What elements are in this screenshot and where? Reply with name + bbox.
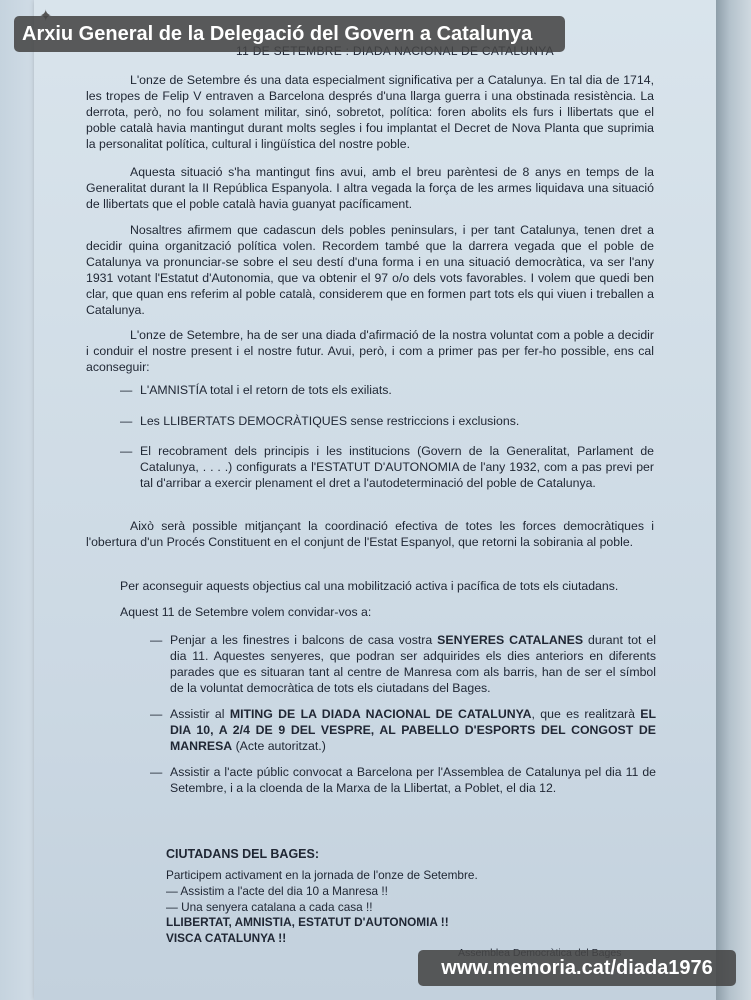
demand-amnesty [120, 382, 654, 398]
action-flags-post: durant tot el dia 11. Aquestes senyeres, que podran ser adquirides els dies anteriors en diferents parades que es situaran tant al centre de Manresa com als barris, han de ser el símbol de la voluntat democràtica de tots els ciutadans del Bages. [170, 633, 656, 696]
closing-line-2: — Assistim a l'acte del dia 10 a Manresa !! [166, 884, 388, 898]
paragraph-3: Nosaltres afirmem que cadascun dels pobles peninsulars, i per tant Catalunya, tenen dret a decidir quina organització política volen. Recordem també que la darrera vegada que el poble de Catalunya va pronunciar-se sobre el seu destí d'una forma i en una situació democràtica, va ser l'any 1931 votant l'Estatut d'Autonomia, que va obtenir el 97 o/o dels vots favorables. I volem que quedi ben clar, que quan ens referim al poble català, considerem que en formen part tots els qui viuen i treballen a Catalunya. [86, 223, 654, 318]
demand-amnesty-pre: L' [140, 383, 150, 397]
dash-mark: — [120, 444, 133, 458]
closing-visca: VISCA CATALUNYA !! [166, 931, 287, 945]
action-rally [150, 706, 656, 754]
demand-amnesty-post: total i el retorn de tots els exiliats. [206, 383, 392, 397]
paragraph-5: Això serà possible mitjançant la coordinació efectiva de totes les forces democràtiques i l'obertura d'un Procés Constituent en el conjunt de l'Estat Espanyol, que retorni la sobirania al poble. [86, 519, 654, 550]
dash-mark: — [150, 707, 163, 721]
archive-watermark: Arxiu General de la Delegació del Govern a Catalunya [14, 16, 565, 52]
dash-mark: — [150, 633, 163, 647]
paragraph-6: Per aconseguir aquests objectius cal una mobilització activa i pacífica de tots els ciutadans. [120, 579, 619, 593]
action-rally-mid: , que es realitzarà [531, 707, 641, 721]
closing-line-1: Participem activament en la jornada de l'onze de Setembre. [166, 868, 478, 882]
paragraph-7: Aquest 11 de Setembre volem convidar-vos a: [120, 605, 372, 619]
paragraph-1: L'onze de Setembre és una data especialment significativa per a Catalunya. En tal dia de 1714, les tropes de Felip V entraven a Barcelona després d'una llarga guerra i una obstinada resistència. La derrota, però, no fou solament militar, sinó, sobretot, política: foren abolits els furs i llibertats que el poble català havia mantingut durant molts segles i fou implantat el Decret de Nova Planta que suprimia la personalitat política, cultural i lingüística del nostre poble. [86, 73, 654, 152]
paragraph-2: Aquesta situació s'ha mantingut fins avui, amb el breu parèntesi de 8 anys en temps de la Generalitat durant la II República Espanyola. I altra vegada la força de les armes liquidava una situació de llibertats que el poble català havia guanyat pacíficament. [86, 165, 654, 212]
demand-freedoms-post: sense restriccions i exclusions. [347, 414, 520, 428]
dash-mark: — [120, 414, 133, 428]
action-barcelona [150, 764, 656, 796]
demand-amnesty-key: AMNISTÍA [149, 383, 207, 397]
demand-freedoms-pre: Les [140, 414, 164, 428]
demand-freedoms-key: LLIBERTATS DEMOCRÀTIQUES [163, 414, 348, 428]
background-right [716, 0, 751, 1000]
action-rally-pre: Assistir al [170, 707, 230, 721]
action-barcelona-text: Assistir a l'acte públic convocat a Barcelona per l'Assemblea de Catalunya pel dia 11 de Setembre, i a la cloenda de la Marxa de la Llibertat, a Poblet, el dia 12. [170, 765, 656, 796]
dash-mark: — [150, 765, 163, 779]
action-flags [150, 632, 656, 696]
closing-line-3: — Una senyera catalana a cada casa !! [166, 900, 373, 914]
site-watermark: www.memoria.cat/diada1976 [418, 950, 736, 986]
closing-slogan: LLIBERTAT, AMNISTIA, ESTATUT D'AUTONOMIA !! [166, 915, 449, 929]
action-rally-when: EL DIA 10, A 2/4 DE 9 DEL VESPRE, AL PABELLO D'ESPORTS DEL CONGOST DE MANRESA [170, 707, 657, 754]
background-left [0, 0, 34, 1000]
demand-institutions [120, 443, 654, 491]
dash-mark: — [120, 383, 133, 397]
action-flags-pre: Penjar a les finestres i balcons de casa vostra [170, 633, 438, 647]
action-rally-key: MITING DE LA DIADA NACIONAL DE CATALUNYA [229, 707, 532, 721]
paragraph-4: L'onze de Setembre, ha de ser una diada d'afirmació de la nostra voluntat com a poble a decidir i conduir el nostre present i el nostre futur. Avui, però, i com a primer pas per fer-ho possible, ens cal aconseguir: [86, 328, 654, 375]
action-rally-post: (Acte autoritzat.) [232, 739, 326, 754]
demand-institutions-text: El recobrament dels principis i les institucions (Govern de la Generalitat, Parlament de Catalunya, . . . .) configurats a l'ESTATUT D'AUTONOMIA de l'any 1932, com a pas previ per tal d'arribar a exercir plenament el dret a l'autodeterminació del poble de Catalunya. [140, 444, 654, 491]
closing-heading: CIUTADANS DEL BAGES: [166, 847, 320, 861]
action-flags-key: SENYERES CATALANES [437, 633, 584, 647]
demand-freedoms [120, 413, 654, 429]
